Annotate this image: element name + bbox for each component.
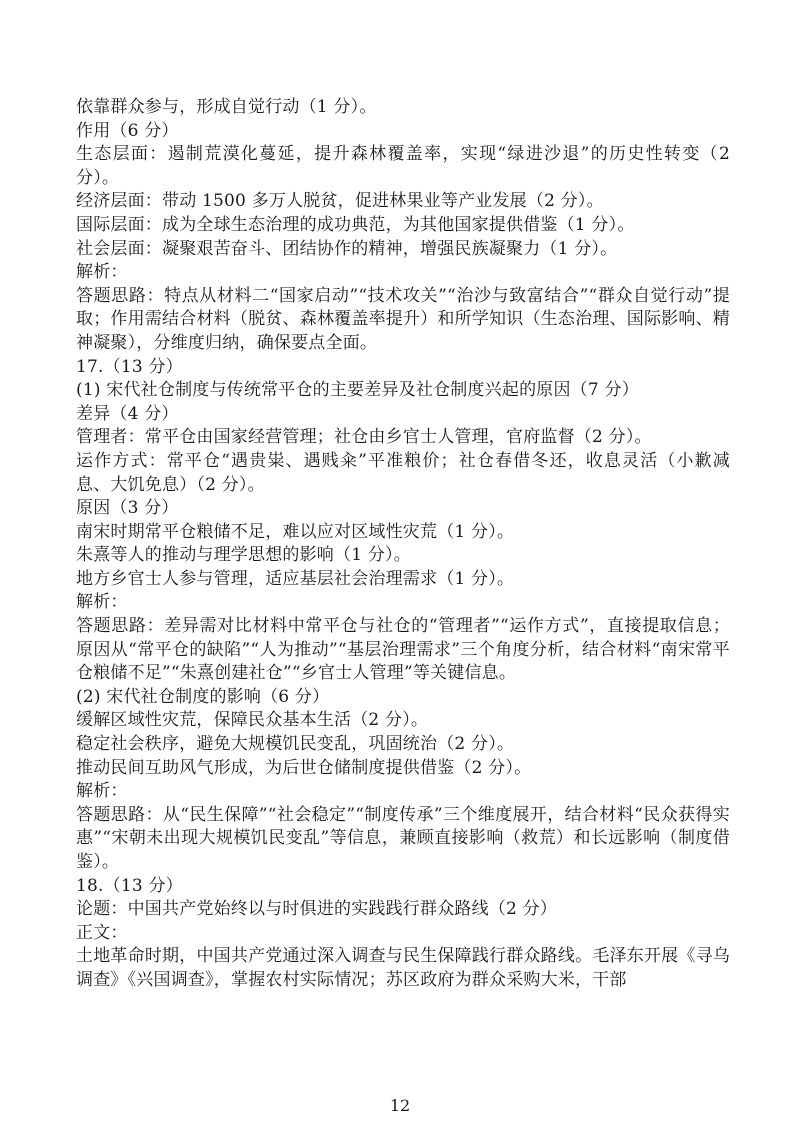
text-line: 答题思路：特点从材料二“国家启动”“技术攻关”“治沙与致富结合”“群众自觉行动”提取；作用需结合材料（脱贫、森林覆盖率提升）和所学知识（生态治理、国际影响、精神凝聚），分维度归纳，确保要点全面。	[76, 285, 730, 353]
section-heading: 作用（6 分）	[76, 120, 179, 141]
analysis-label: 解析：	[76, 262, 128, 283]
answer-text	[76, 96, 730, 993]
question-number: 17.（13 分）	[76, 356, 183, 377]
text-line: 依靠群众参与，形成自觉行动（1 分）。	[76, 97, 377, 117]
text-line: 国际层面：成为全球生态治理的成功典范，为其他国家提供借鉴（1 分）。	[76, 214, 635, 235]
text-line: 缓解区域性灾荒，保障民众基本生活（2 分）。	[76, 710, 429, 731]
text-line: 南宋时期常平仓粮储不足，难以应对区域性灾荒（1 分）。	[76, 521, 515, 542]
text-line: 经济层面：带动 1500 多万人脱贫，促进林果业等产业发展（2 分）。	[76, 191, 604, 212]
sub-question: (1) 宋代社仓制度与传统常平仓的主要差异及社仓制度兴起的原因（7 分）	[76, 380, 639, 401]
sub-question: (2) 宋代社仓制度的影响（6 分）	[76, 686, 330, 707]
text-line: 地方乡官士人参与管理，适应基层社会治理需求（1 分）。	[76, 568, 515, 589]
text-line: 推动民间互助风气形成，为后世仓储制度提供借鉴（2 分）。	[76, 757, 532, 778]
text-line: 稳定社会秩序，避免大规模饥民变乱，巩固统治（2 分）。	[76, 734, 515, 755]
text-line: 土地革命时期，中国共产党通过深入调查与民生保障践行群众路线。毛泽东开展《寻乌调查》《兴国调查》，掌握农村实际情况；苏区政府为群众采购大米，干部	[76, 946, 730, 990]
text-line: 运作方式：常平仓“遇贵粜、遇贱籴”平准粮价；社仓春借冬还，收息灵活（小歉减息、大饥免息）（2 分）。	[76, 450, 730, 495]
text-line: 生态层面：遏制荒漠化蔓延，提升森林覆盖率，实现“绿进沙退”的历史性转变（2 分）。	[76, 144, 730, 188]
text-line: 管理者：常平仓由国家经营管理；社仓由乡官士人管理，官府监督（2 分）。	[76, 427, 652, 448]
section-heading: 差异（4 分）	[76, 403, 179, 424]
body-label: 正文：	[76, 922, 128, 943]
text-line: 朱熹等人的推动与理学思想的影响（1 分）。	[76, 545, 411, 566]
question-number: 18.（13 分）	[76, 875, 183, 896]
page-number: 12	[389, 1096, 411, 1115]
text-line: 答题思路：差异需对比材料中常平仓与社仓的“管理者”“运作方式”，直接提取信息；原因从“常平仓的缺陷”“人为推动”“基层治理需求”三个角度分析，结合材料“南宋常平仓粮储不足”“朱熹创建社仓”“乡官士人管理”等关键信息。	[76, 616, 730, 684]
section-heading: 原因（3 分）	[76, 498, 179, 519]
text-line: 社会层面：凝聚艰苦奋斗、团结协作的精神，增强民族凝聚力（1 分）。	[76, 238, 618, 259]
analysis-label: 解析：	[76, 592, 128, 613]
analysis-label: 解析：	[76, 781, 128, 802]
text-line: 答题思路：从“民生保障”“社会稳定”“制度传承”三个维度展开，结合材料“民众获得实惠”“宋朝未出现大规模饥民变乱”等信息，兼顾直接影响（救荒）和长远影响（制度借鉴）。	[76, 804, 730, 872]
text-line: 论题：中国共产党始终以与时俱进的实践践行群众路线（2 分）	[76, 899, 558, 920]
